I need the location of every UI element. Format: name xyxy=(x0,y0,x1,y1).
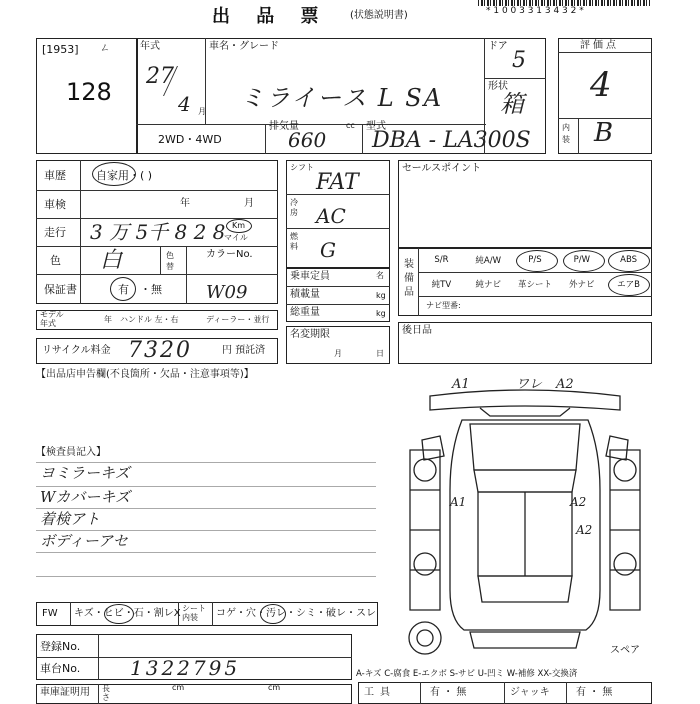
chassis-label: 車台No. xyxy=(40,662,81,675)
seat-value: コゲ・穴・汚レ・シミ・破レ・スレ xyxy=(216,608,376,619)
warranty-yes: 有 xyxy=(118,283,129,296)
km-circle xyxy=(226,219,252,233)
certificate-label: 車庫証明用 xyxy=(40,687,90,698)
navi-model-label: ナビ型番: xyxy=(426,301,461,310)
car-name-value: ミライース L SA xyxy=(240,84,444,112)
inspection-label: 車検 xyxy=(44,198,66,211)
spare-tire-label: スペア xyxy=(610,645,640,656)
damage-label-right-door-a2: A2 xyxy=(576,523,593,537)
recycle-value: 7320 xyxy=(128,338,192,363)
equipment-label: 装備品 xyxy=(404,259,414,298)
warranty-label: 保証書 xyxy=(44,283,77,296)
color-label: 色 xyxy=(50,254,61,267)
car-name-label: 車名・グレード xyxy=(209,41,279,52)
inspector-line-4: ボディーアセ xyxy=(40,532,128,550)
chassis-value: 1322795 xyxy=(130,656,241,680)
page-subtitle: (状態説明書) xyxy=(350,10,408,21)
sales-point-label: セールスポイント xyxy=(402,163,482,174)
seat-mark-circle xyxy=(260,604,286,624)
equipment-item-r2-0: 純TV xyxy=(431,280,452,290)
expiry-month: 月 xyxy=(334,349,342,358)
model-month-value: 4 xyxy=(178,92,191,116)
capacity-label: 乗車定員 xyxy=(290,271,330,282)
equipment-item-r1-1: 純A/W xyxy=(475,256,501,266)
equipment-item-r2-3: 外ナビ xyxy=(569,280,595,290)
damage-label-front-a1: A1 xyxy=(452,377,470,392)
page-title: 出 品 票 xyxy=(212,6,329,27)
mileage-value: 3 万 5千 8 2 8 xyxy=(90,220,226,244)
capacity-unit: 名 xyxy=(376,271,384,280)
damage-label-front-crack: ワレ xyxy=(516,377,543,392)
model-year-label: 年式 xyxy=(140,41,160,52)
model-year-value: 27 xyxy=(146,64,174,89)
inspector-line-2: Wカバーキズ xyxy=(40,488,131,506)
shape-value: 箱 xyxy=(500,90,524,118)
load-label: 積載量 xyxy=(290,289,320,300)
private-use-circle xyxy=(92,162,136,186)
model-change-dealer: ディーラー・並行 xyxy=(206,315,270,324)
displacement-label: 排気量 xyxy=(269,121,299,132)
damage-legend: A-キズ C-腐食 E-エクボ S-サビ U-凹ミ W-補修 XX-交換済 xyxy=(356,669,578,679)
warranty-no: ・無 xyxy=(140,283,162,296)
model-change-handle: ハンドル 左・右 xyxy=(120,315,179,324)
shift-value: FAT xyxy=(316,170,359,195)
color-code-label: カラーNo. xyxy=(206,249,253,260)
model-month-unit: 月 xyxy=(198,107,206,116)
inspector-line-3: 着検アト xyxy=(40,510,101,528)
load-unit: kg xyxy=(376,291,386,300)
registration-label: 登録No. xyxy=(40,640,81,653)
tools-value: 有 ・ 無 xyxy=(430,687,467,698)
warranty-yes-circle xyxy=(110,277,136,301)
damage-label-right-a2: A2 xyxy=(570,495,587,509)
interior-label: 内装 xyxy=(562,123,570,144)
score-label: 評価点 xyxy=(580,40,619,51)
weight-label: 総重量 xyxy=(290,307,320,318)
equipment-item-r2-2: 革シート xyxy=(517,280,552,290)
recycle-unit: 円 預託済 xyxy=(222,345,266,356)
model-change-year: 年 xyxy=(104,315,112,324)
seat-label: シート内装 xyxy=(182,604,206,622)
inspector-label: 【検査員記入】 xyxy=(36,447,106,458)
ac-label: 冷房 xyxy=(290,198,298,217)
abs-circle xyxy=(608,250,650,272)
notes-label: 【出品店申告欄(不良箇所・欠品・注意事項等)】 xyxy=(36,369,254,380)
certificate-cm-2: cm xyxy=(268,683,281,692)
tools-label: 工具 xyxy=(364,687,396,698)
lot-number: 128 xyxy=(66,78,112,106)
equipment-item-r2-1: 純ナビ xyxy=(475,280,501,290)
damage-label-left-a1: A1 xyxy=(450,495,467,509)
history-label: 車歴 xyxy=(44,169,66,182)
recycle-label: リサイクル料金 xyxy=(42,345,111,356)
lot-tag-suffix: ㄥ xyxy=(100,43,110,54)
doors-value: 5 xyxy=(512,48,526,73)
fw-mark-circle xyxy=(104,604,134,624)
equipment-item-r2-4: エアB xyxy=(617,280,640,290)
inspection-month: 月 xyxy=(244,198,254,209)
mileage-unit: Km xyxy=(232,221,246,230)
color-value: 白 xyxy=(100,248,123,273)
model-code-label: 型式 xyxy=(366,121,386,132)
inspection-year: 年 xyxy=(180,198,190,209)
equipment-item-r1-2: P/S xyxy=(528,255,542,265)
ps-circle xyxy=(516,250,558,272)
expiry-label: 名変期限 xyxy=(290,329,330,340)
equipment-item-r1-3: P/W xyxy=(573,255,590,265)
doors-label: ドア xyxy=(488,41,508,52)
later-items-box xyxy=(398,322,652,364)
ac-value: AC xyxy=(316,204,346,228)
certificate-cm-1: cm xyxy=(172,683,185,692)
shape-label: 形状 xyxy=(488,81,508,92)
score-value: 4 xyxy=(590,65,612,105)
mileage-label: 走行 xyxy=(44,226,66,239)
fuel-value: G xyxy=(320,238,336,262)
airbag-circle xyxy=(608,274,650,296)
history-value: 自家用・( ) xyxy=(96,169,153,182)
displacement-unit: cc xyxy=(346,121,355,130)
expiry-day: 日 xyxy=(376,349,384,358)
equipment-item-r1-4: ABS xyxy=(620,255,638,265)
fw-value: キズ・ヒビ・石・割レX xyxy=(74,608,181,619)
model-change-label: モデル年式 xyxy=(40,310,64,328)
car-damage-diagram xyxy=(400,377,650,670)
color-code-value: W09 xyxy=(206,282,248,303)
certificate-length-label: 長さ xyxy=(102,684,110,702)
inspector-line-1: ヨミラーキズ xyxy=(40,464,130,482)
pw-circle xyxy=(563,250,605,272)
model-code-value: DBA - LA300S xyxy=(372,128,531,153)
later-items-label: 後日品 xyxy=(402,325,432,336)
shift-label: シフト xyxy=(290,163,314,172)
mileage-unit2: マイル xyxy=(224,233,248,242)
weight-unit: kg xyxy=(376,309,386,318)
interior-value: B xyxy=(594,118,614,148)
serial-number: * 1 0 0 3 3 1 3 4 3 2 * xyxy=(486,6,584,16)
displacement-value: 660 xyxy=(288,128,327,152)
fw-label: FW xyxy=(42,608,58,619)
drive-label: 2WD・4WD xyxy=(158,133,222,146)
jack-value: 有 ・ 無 xyxy=(576,687,613,698)
color-change-label: 色替 xyxy=(166,251,174,271)
damage-label-front-a2: A2 xyxy=(556,377,574,392)
jack-label: ジャッキ xyxy=(510,687,550,698)
equipment-item-r1-0: S/R xyxy=(434,255,449,265)
fuel-label: 燃料 xyxy=(290,232,298,251)
lot-tag: [1953] xyxy=(42,43,79,56)
